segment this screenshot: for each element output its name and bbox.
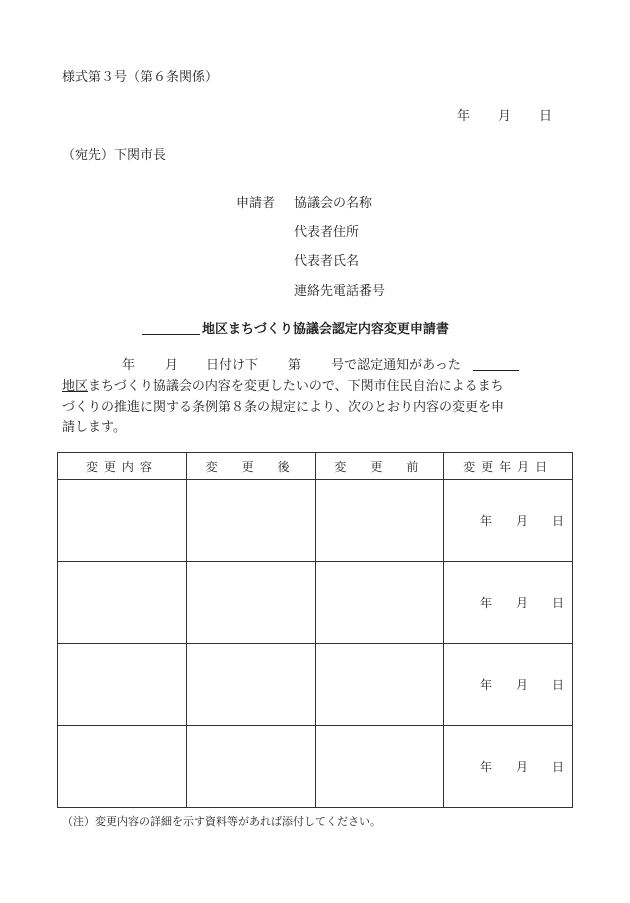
body-line-2: [62, 375, 504, 394]
representative-name-field: 代表者氏名: [294, 254, 360, 269]
table-row: [58, 726, 573, 808]
row-year-label: 年: [479, 514, 492, 528]
row-day-label: 日: [551, 760, 564, 774]
district-underlined-text: 地区: [62, 379, 89, 394]
date-day-label: 日: [538, 109, 552, 124]
row-day-label: 日: [551, 678, 564, 692]
body-line-4: 請します。: [62, 420, 126, 435]
after-change-cell[interactable]: [186, 480, 315, 562]
row-year-label: 年: [479, 678, 492, 692]
table-row: [58, 562, 573, 644]
body-line-2-text: まちづくり協議会の内容を変更したいので、下関市住民自治によるまち: [88, 379, 504, 394]
application-date: [457, 105, 552, 124]
notice-number-prefix: 第: [288, 358, 302, 373]
row-day-label: 日: [551, 596, 564, 610]
header-change-content: 変更内容: [58, 453, 187, 480]
change-table: [57, 452, 573, 808]
applicant-label: 申請者: [236, 196, 276, 211]
row-month-label: 月: [515, 760, 528, 774]
document-title-text: 地区まちづくり協議会認定内容変更申請書: [202, 322, 449, 337]
change-date-cell[interactable]: [444, 644, 573, 726]
row-month-label: 月: [515, 596, 528, 610]
district-blank: [473, 358, 519, 371]
change-date-cell[interactable]: [444, 726, 573, 808]
change-content-cell[interactable]: [58, 480, 187, 562]
footnote: （注）変更内容の詳細を示す資料等があれば添付してください。: [62, 815, 381, 828]
before-change-cell[interactable]: [315, 644, 444, 726]
before-change-cell[interactable]: [315, 480, 444, 562]
notice-month-label: 月: [165, 358, 179, 373]
change-content-cell[interactable]: [58, 644, 187, 726]
form-number: 様式第３号（第６条関係）: [62, 70, 219, 85]
row-month-label: 月: [515, 678, 528, 692]
notice-year-label: 年: [122, 358, 136, 373]
change-content-cell[interactable]: [58, 726, 187, 808]
header-after-change: 変 更 後: [186, 453, 315, 480]
district-name-blank: [142, 322, 200, 335]
before-change-cell[interactable]: [315, 562, 444, 644]
row-year-label: 年: [479, 760, 492, 774]
change-date-cell[interactable]: [444, 480, 573, 562]
row-year-label: 年: [479, 596, 492, 610]
header-before-change: 変 更 前: [315, 453, 444, 480]
after-change-cell[interactable]: [186, 562, 315, 644]
row-month-label: 月: [515, 514, 528, 528]
addressee: （宛先）下関市長: [62, 148, 167, 163]
council-name-field: 協議会の名称: [294, 196, 373, 211]
after-change-cell[interactable]: [186, 726, 315, 808]
before-change-cell[interactable]: [315, 726, 444, 808]
table-header-row: [58, 453, 573, 480]
table-row: [58, 644, 573, 726]
header-change-date: 変更年月日: [444, 453, 573, 480]
notice-number-suffix: 号で認定通知があった: [331, 358, 461, 373]
after-change-cell[interactable]: [186, 644, 315, 726]
document-title: [142, 318, 449, 337]
body-line-3: づくりの推進に関する条例第８条の規定により、次のとおり内容の変更を申: [62, 400, 505, 415]
notice-date-text: 日付け下: [206, 358, 259, 373]
date-year-label: 年: [456, 109, 470, 124]
change-date-cell[interactable]: [444, 562, 573, 644]
date-month-label: 月: [497, 109, 511, 124]
representative-address-field: 代表者住所: [294, 225, 360, 240]
table-row: [58, 480, 573, 562]
change-content-cell[interactable]: [58, 562, 187, 644]
row-day-label: 日: [551, 514, 564, 528]
contact-phone-field: 連絡先電話番号: [294, 284, 386, 299]
body-line-1: [122, 354, 519, 373]
